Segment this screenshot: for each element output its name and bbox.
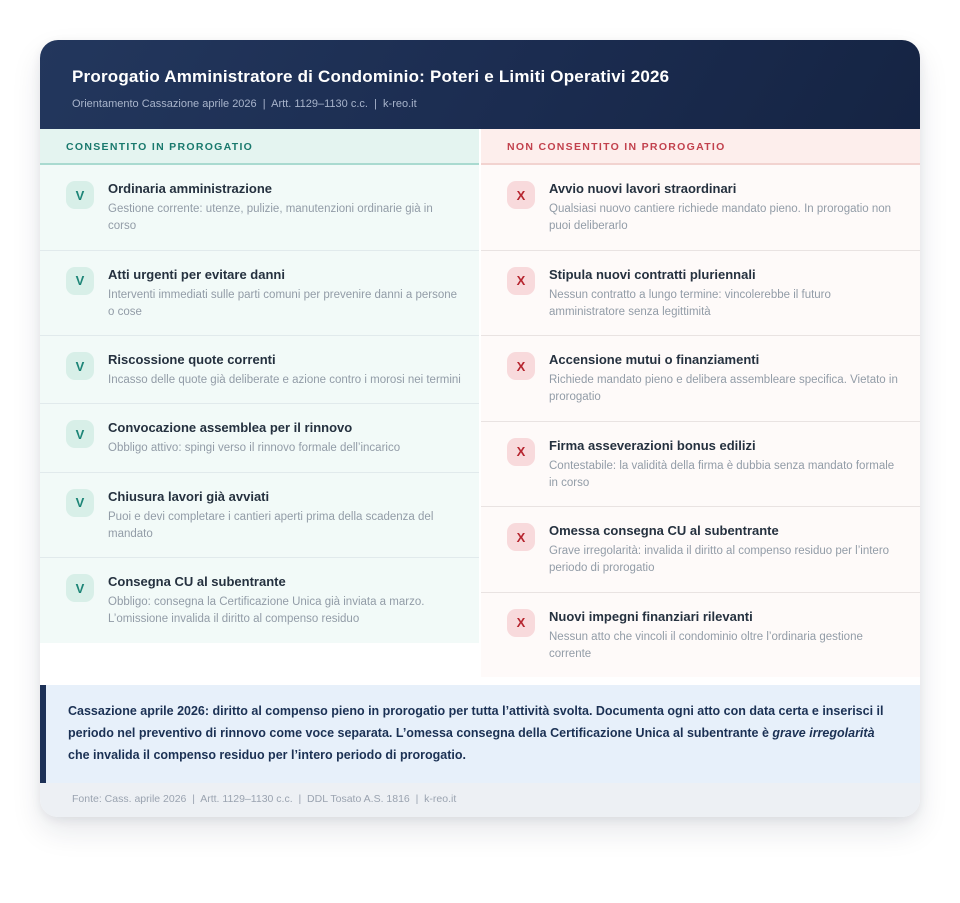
item-description: Grave irregolarità: invalida il diritto al compenso residuo per l’intero periodo di prorogatio [549,545,890,575]
item-description: Obbligo: consegna la Certificazione Unica già inviata a marzo. L’omissione invalida il diritto al compenso residuo [108,596,425,626]
item-description: Obbligo attivo: spingi verso il rinnovo formale dell’incarico [108,442,401,455]
item-description: Contestabile: la validità della firma è dubbia senza mandato formale in corso [549,459,895,489]
check-icon: V [66,352,94,380]
page-title: Prorogatio Amministratore di Condominio: Poteri e Limiti Operativi 2026 [72,67,670,86]
check-icon: V [66,267,94,295]
item-description: Qualsiasi nuovo cantiere richiede mandato pieno. In prorogatio non puoi deliberarlo [549,203,892,233]
header-subtitle: Orientamento Cassazione aprile 2026 | Artt. 1129–1130 c.c. | k-reo.it [72,98,417,110]
check-icon: V [66,574,94,602]
source-footer: Fonte: Cass. aprile 2026 | Artt. 1129–1130 c.c. | DDL Tosato A.S. 1816 | k-reo.it [40,783,920,817]
item-title: Omessa consegna CU al subentrante [549,523,779,538]
item-title: Convocazione assemblea per il rinnovo [108,420,353,436]
item-title: Stipula nuovi contratti pluriennali [549,266,756,282]
list-item [481,251,920,337]
list-item [481,593,920,678]
list-item [40,165,479,251]
item-title: Nuovi impegni finanziari rilevanti [549,608,753,624]
item-title: Ordinaria amministrazione [108,181,272,196]
column-headers [40,129,920,165]
cross-icon: X [507,352,535,380]
cross-icon: X [507,523,535,551]
header [40,40,920,129]
item-title: Avvio nuovi lavori straordinari [549,181,737,196]
item-description: Gestione corrente: utenze, pulizie, manutenzioni ordinarie già in corso [108,203,433,233]
note-text-after: che invalida il compenso residuo per l’intero periodo di prorogatio. [68,747,466,762]
note-text-before: Cassazione aprile 2026: diritto al compenso pieno in prorogatio per tutta l’attività svolta. Documenta ogni atto con data certa e inserisci il periodo nel preventivo di rinnovo come voce separata. L’omessa consegna della Certificazione Unica al subentrante è [68,704,884,740]
list-item [40,473,479,559]
item-description: Nessun contratto a lungo termine: vincolerebbe il futuro amministratore senza legittimità [549,288,831,318]
list-item [40,558,479,643]
cross-icon: X [507,181,535,209]
check-icon: V [66,181,94,209]
item-title: Firma asseverazioni bonus edilizi [549,437,756,453]
item-title: Chiusura lavori già avviati [108,488,270,504]
check-icon: V [66,420,94,448]
check-icon: V [66,489,94,517]
cross-icon: X [507,267,535,295]
item-title: Accensione mutui o finanziamenti [549,352,760,367]
allowed-column [40,165,479,643]
item-description: Incasso delle quote già deliberate e azione contro i morosi nei termini [108,374,461,386]
item-description: Richiede mandato pieno e delibera assembleare specifica. Vietato in prorogatio [549,374,898,404]
item-description: Nessun atto che vincoli il condominio oltre l’ordinaria gestione corrente [549,630,863,660]
note-italic-text: grave irregolarità [772,725,875,740]
item-description: Interventi immediati sulle parti comuni per prevenire danni a persone o cose [108,288,458,318]
item-description: Puoi e devi completare i cantieri aperti prima della scadenza del mandato [108,510,434,540]
list-item [481,336,920,422]
allowed-column-header: CONSENTITO IN PROROGATIO [40,129,479,165]
list-item [481,165,920,251]
forbidden-column [481,165,920,677]
item-title: Riscossione quote correnti [108,352,276,367]
item-title: Consegna CU al subentrante [108,574,286,589]
list-item [481,507,920,593]
list-item [40,251,479,337]
cross-icon: X [507,438,535,466]
cross-icon: X [507,609,535,637]
ruling-note [40,685,920,783]
infographic-card [40,40,920,817]
comparison-columns [40,165,920,685]
item-title: Atti urgenti per evitare danni [108,266,285,282]
list-item [40,404,479,472]
forbidden-column-header: NON CONSENTITO IN PROROGATIO [481,129,920,165]
list-item [481,422,920,508]
list-item [40,336,479,404]
